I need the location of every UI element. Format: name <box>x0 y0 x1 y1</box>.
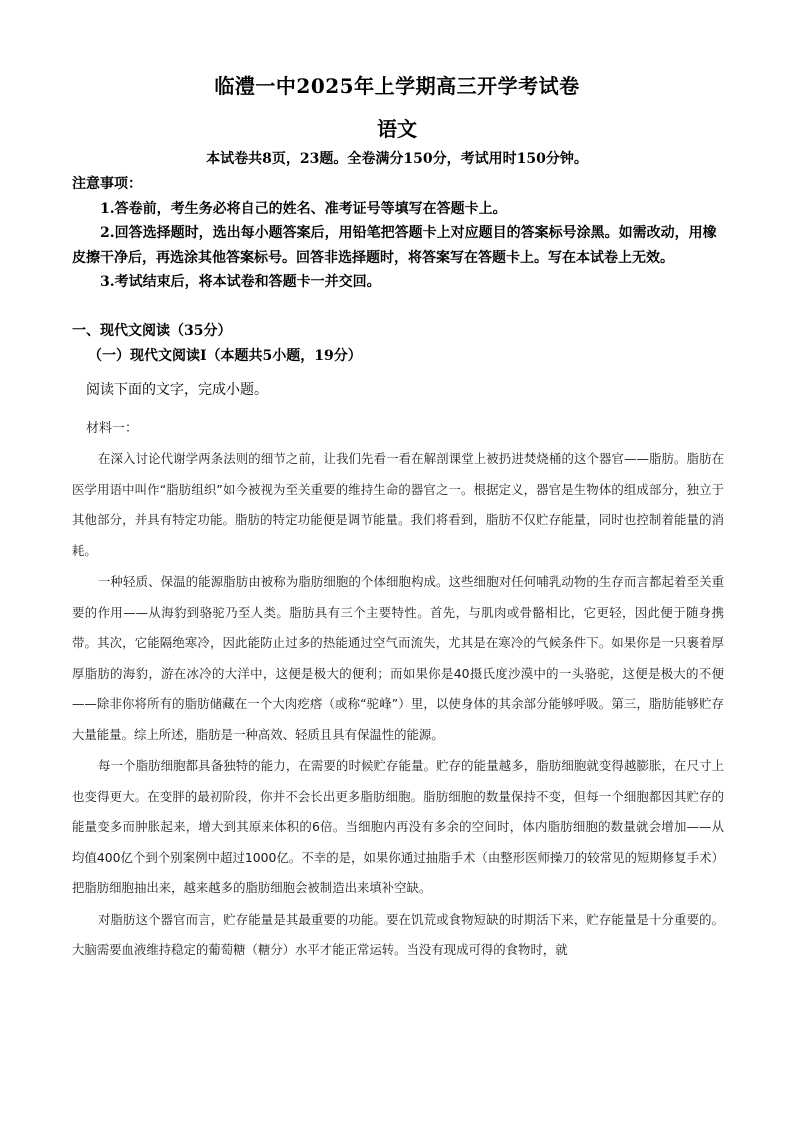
passage-paragraph-3: 每一个脂肪细胞都具备独特的能力，在需要的时候贮存能量。贮存的能量越多，脂肪细胞就变得越膨胀，在尺寸上也变得更大。在变胖的最初阶段，你并不会长出更多脂肪细胞。脂肪细胞的数量保持不变，但每一个细胞都因其贮存的能量变多而肿胀起来，增大到其原来体积的6倍。当细胞内再没有多余的空间时，体内脂肪细胞的数量就会增加——从均值400亿个到个别案例中超过1000亿。不幸的是，如果你通过抽脂手术（由整形医师操刀的较常见的短期修复手术）把脂肪细胞抽出来，越来越多的脂肪细胞会被制造出来填补空缺。 <box>72 758 724 895</box>
reading-passage <box>72 444 724 967</box>
reading-instruction: 阅读下面的文字，完成小题。 <box>86 382 268 398</box>
note-item-3: 3.考试结束后，将本试卷和答题卡一并交回。 <box>100 274 381 290</box>
passage-paragraph-1: 在深入讨论代谢学两条法则的细节之前，让我们先看一看在解剖课堂上被扔进焚烧桶的这个器官——脂肪。脂肪在医学用语中叫作“脂肪组织”如今被视为至关重要的维持生命的器官之一。根据定义，器官是生物体的组成部分，独立于其他部分，并具有特定功能。脂肪的特定功能便是调节能量。我们将看到，脂肪不仅贮存能量，同时也控制着能量的消耗。 <box>72 451 724 558</box>
section-subtitle: （一）现代文阅读Ⅰ（本题共5小题，19分） <box>88 348 362 364</box>
note-item-1: 1.答卷前，考生务必将自己的姓名、准考证号等填写在答题卡上。 <box>100 200 507 217</box>
material-label: 材料一： <box>86 421 139 436</box>
exam-summary: 本试卷共8页，23题。全卷满分150分，考试用时150分钟。 <box>206 151 588 167</box>
passage-paragraph-2: 一种轻质、保温的能源脂肪由被称为脂肪细胞的个体细胞构成。这些细胞对任何哺乳动物的生存而言都起着至关重要的作用——从海豹到骆驼乃至人类。脂肪具有三个主要特性。首先，与肌肉或骨骼相比，它更轻，因此便于随身携带。其次，它能隔绝寒冷，因此能防止过多的热能通过空气而流失，尤其是在寒冷的气候条件下。如果你是一只裹着厚厚脂肪的海豹，游在冰冷的大洋中，这便是极大的便利；而如果你是40摄氏度沙漠中的一头骆驼，这便是极大的不便——除非你将所有的脂肪储藏在一个大肉疙瘩（或称“驼峰”）里，以使身体的其余部分能够呼吸。第三，脂肪能够贮存大量能量。综上所述，脂肪是一种高效、轻质且具有保温性的能源。 <box>72 574 724 742</box>
subject-title: 语文 <box>377 117 417 141</box>
note-item-2: 2.回答选择题时，选出每小题答案后，用铅笔把答题卡上对应题目的答案标号涂黑。如需改动，用橡皮擦干净后，再选涂其他答案标号。回答非选择题时，将答案写在答题卡上。写在本试卷上无效。 <box>72 225 717 266</box>
section-title: 一、现代文阅读（35分） <box>72 323 232 339</box>
exam-title: 临澧一中2025年上学期高三开学考试卷 <box>214 74 580 98</box>
passage-paragraph-4: 对脂肪这个器官而言，贮存能量是其最重要的功能。要在饥荒或食物短缺的时期活下来，贮存能量是十分重要的。大脑需要血液维持稳定的葡萄糖（糖分）水平才能正常运转。当没有现成可得的食物时，就 <box>72 911 724 957</box>
notes-heading: 注意事项： <box>72 176 142 192</box>
notes-section <box>72 172 724 295</box>
